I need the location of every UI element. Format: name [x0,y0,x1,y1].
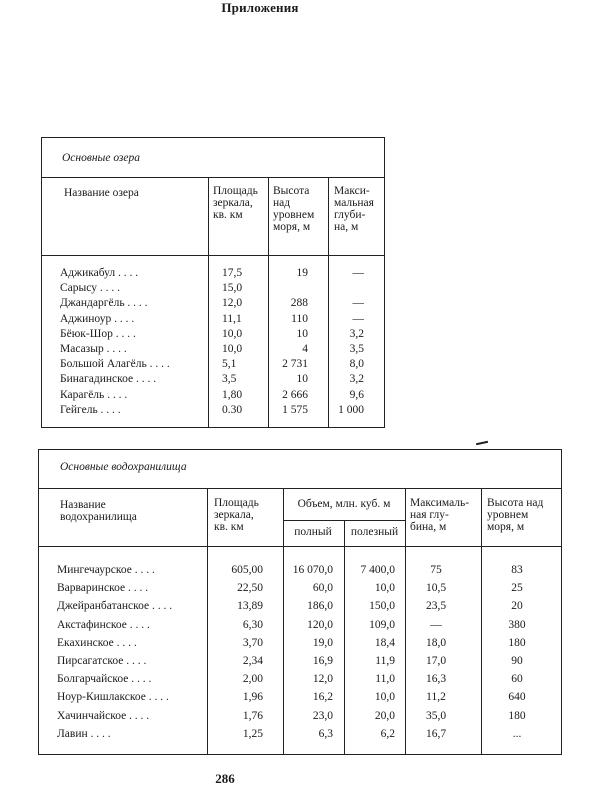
stray-mark [476,441,488,445]
reservoir-name: Лавин . . . . [57,727,111,740]
reservoir-height: 83 [511,564,523,576]
lakes-header-height: Высота над уровнем моря, м [273,185,315,233]
reservoir-depth: 16,3 [425,673,447,686]
lake-depth: — [352,297,364,310]
lakes-table-title: Основные озера [62,152,141,164]
lake-name: Бинагадинское . . . . [60,373,157,386]
lake-area: 1,80 [222,388,243,401]
reservoirs-header-volume: Объем, млн. куб. м [297,498,391,510]
reservoir-volume-full: 16,2 [312,691,333,704]
reservoir-area: 1,76 [242,709,263,722]
reservoir-volume-useful: 10,0 [374,691,395,704]
lakes-header-rule [41,255,385,256]
reservoir-volume-useful: 11,0 [375,673,395,686]
lake-name: Карагёль . . . . [60,388,128,401]
reservoir-area: 1,96 [242,691,263,704]
lakes-header-area: Площадь зеркала, кв. км [213,185,258,221]
lake-height: 110 [291,312,308,325]
reservoir-volume-full: 16 070,0 [292,564,333,576]
reservoir-name: Варваринское . . . . [57,582,149,595]
lake-depth: 8,0 [349,358,364,371]
lake-area: 15,0 [222,282,243,295]
reservoir-volume-full: 23,0 [312,709,333,722]
lakes-header-name: Название озера [64,187,139,199]
reservoir-name: Джейранбатанское . . . . [57,600,173,613]
lake-depth: 1 000 [338,403,364,416]
lake-area: 12,0 [222,297,243,310]
reservoir-name: Мингечаурское . . . . [57,564,155,576]
reservoir-volume-useful: 6,2 [380,727,395,740]
reservoir-volume-useful: 7 400,0 [360,564,395,576]
lakes-col-divider [208,177,209,428]
reservoir-volume-full: 186,0 [307,600,333,613]
lake-height: 4 [302,343,308,355]
reservoir-area: 2,34 [242,655,263,667]
reservoir-area: 605,00 [231,564,263,576]
page-header: Приложения [221,0,299,15]
lake-area: 10,0 [222,327,243,340]
reservoir-depth: 17,0 [425,655,447,667]
reservoir-name: Пирсагатское . . . . [57,655,147,667]
reservoir-depth: 75 [430,564,442,576]
lake-depth: — [352,267,364,279]
reservoirs-title-rule [38,488,562,489]
reservoir-volume-full: 6,3 [318,727,333,740]
reservoir-name: Акстафинское . . . . [57,618,150,631]
reservoir-depth: 11,2 [426,691,446,704]
lake-area: 11,1 [222,312,242,325]
reservoir-area: 3,70 [242,636,263,649]
reservoir-area: 1,25 [242,727,263,740]
lake-name: Аджиноур . . . . [60,312,135,325]
reservoir-volume-full: 60,0 [312,582,333,595]
reservoir-depth: 16,7 [425,727,447,740]
lake-height: 1 575 [282,403,308,416]
reservoirs-header-area: Площадь зеркала, кв. км [214,497,259,533]
reservoirs-header-rule [38,546,562,547]
lake-name: Бёюк-Шор . . . . [60,327,136,340]
reservoir-height: 380 [508,618,526,631]
reservoirs-header-volume-useful: полезный [350,526,399,538]
reservoirs-header-name: Название водохранилища [60,499,137,523]
lake-height: 288 [290,297,308,310]
lake-depth: 9,6 [349,388,364,401]
reservoirs-header-height: Высота над уровнем моря, м [487,497,544,533]
lake-area: 0.30 [222,403,243,416]
reservoir-volume-useful: 10,0 [374,582,395,595]
reservoir-height: 20 [511,600,523,613]
lake-name: Джандаргёль . . . . [60,297,148,310]
reservoir-area: 22,50 [237,582,263,595]
reservoir-depth: 10,5 [425,582,447,595]
reservoir-name: Болгарчайское . . . . [57,673,152,686]
reservoir-height: 640 [508,691,526,704]
lake-height: 10 [296,373,308,386]
reservoir-height: 180 [508,709,526,722]
reservoir-height: 90 [511,655,523,667]
lake-depth: — [352,312,364,325]
lake-name: Гейгель . . . . [60,403,121,416]
reservoir-height: ... [512,727,522,740]
lake-height: 10 [296,327,308,340]
reservoir-volume-full: 12,0 [312,673,333,686]
lakes-title-rule [41,177,385,178]
reservoir-height: 60 [511,673,523,686]
reservoir-volume-full: 16,9 [312,655,333,667]
lake-height: 2 666 [282,388,308,401]
reservoirs-header-volume-full: полный [294,526,332,538]
lake-height: 19 [296,267,308,279]
lake-name: Сарысу . . . . [60,282,120,295]
reservoir-volume-useful: 150,0 [369,600,395,613]
lake-area: 17,5 [222,267,243,279]
page-number: 286 [215,771,235,786]
lakes-header-depth: Макси- мальная глуби- на, м [334,185,374,233]
reservoir-name: Екахинское . . . . [57,636,137,649]
reservoir-volume-useful: 20,0 [374,709,395,722]
reservoir-volume-full: 120,0 [307,618,333,631]
reservoirs-header-depth: Максималь- ная глу- бина, м [410,497,470,533]
lake-name: Аджикабул . . . . [60,267,139,279]
reservoir-area: 2,00 [242,673,263,686]
reservoir-depth: — [430,618,442,631]
lake-area: 3,5 [222,373,237,386]
reservoir-volume-useful: 109,0 [369,618,395,631]
reservoir-depth: 23,5 [425,600,447,613]
reservoir-name: Хачинчайское . . . . [57,709,150,722]
lake-depth: 3,5 [349,343,364,355]
reservoir-volume-full: 19,0 [312,636,333,649]
reservoir-name: Ноур-Кишлакское . . . . [57,691,169,704]
lake-depth: 3,2 [349,327,364,340]
reservoir-height: 180 [508,636,526,649]
lake-name: Большой Алагёль . . . . [60,358,170,371]
reservoir-area: 6,30 [242,618,263,631]
reservoir-height: 25 [511,582,523,595]
lake-depth: 3,2 [349,373,364,386]
reservoir-volume-useful: 18,4 [374,636,395,649]
reservoir-volume-useful: 11,9 [375,655,395,667]
reservoir-depth: 18,0 [425,636,447,649]
reservoir-area: 13,89 [237,600,263,613]
lake-name: Масазыр . . . . [60,343,127,355]
lake-area: 10,0 [222,343,243,355]
reservoir-depth: 35,0 [425,709,447,722]
lake-height: 2 731 [282,358,308,371]
lake-area: 5,1 [222,358,237,371]
reservoirs-table-title: Основные водохранилища [60,461,187,473]
